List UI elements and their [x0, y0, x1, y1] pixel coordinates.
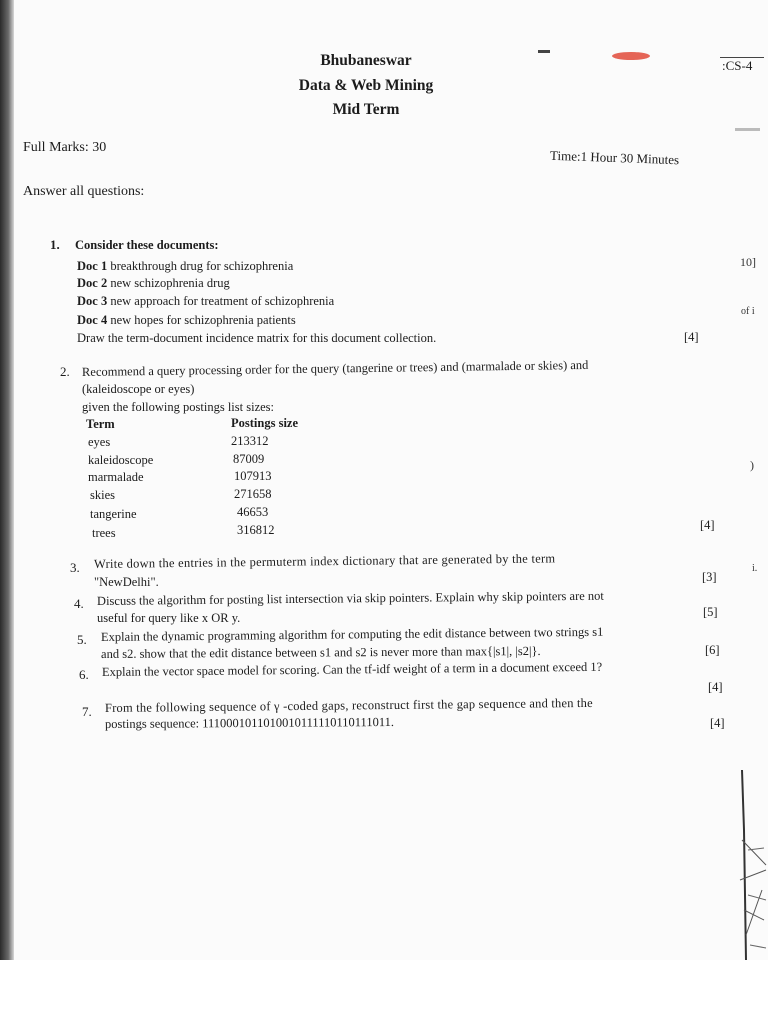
table-cell-term: eyes	[88, 435, 111, 449]
smudge	[735, 128, 760, 131]
marks: [4]	[710, 716, 725, 730]
marks: [5]	[703, 605, 718, 619]
exam-title: Mid Term	[332, 101, 400, 118]
question-number: 7.	[82, 704, 92, 719]
table-cell-term: marmalade	[88, 470, 144, 484]
course-title: Data & Web Mining	[298, 77, 434, 94]
table-cell-term: trees	[92, 526, 116, 540]
question-text: Consider these documents:	[75, 238, 219, 252]
question-text: useful for query like x OR y.	[97, 611, 241, 625]
question-text: postings sequence: 1110001011010010111110110111011.	[104, 714, 395, 731]
marks: [6]	[705, 643, 720, 657]
margin-fragment: 10]	[740, 255, 756, 269]
marks: [4]	[700, 518, 715, 532]
marks: [4]	[708, 680, 723, 694]
doc-line: Doc 2 new schizophrenia drug	[77, 276, 230, 290]
question-text: "NewDelhi".	[94, 575, 159, 589]
time-allowed: Time:1 Hour 30 Minutes	[549, 147, 680, 168]
question-text: (kaleidoscope or eyes)	[82, 382, 195, 396]
table-cell-term: skies	[90, 488, 115, 502]
question-number: 3.	[70, 560, 80, 575]
question-text: Draw the term-document incidence matrix for this document collection.	[77, 331, 437, 345]
table-cell-size: 46653	[237, 505, 269, 519]
question-number: 4.	[74, 596, 84, 611]
question-text: given the following postings list sizes:	[82, 400, 275, 414]
course-code: :CS-4	[722, 58, 753, 73]
table-cell-size: 213312	[231, 434, 269, 448]
question-text: Write down the entries in the permuterm index dictionary that are generated by the term	[93, 551, 556, 571]
question-number: 1.	[50, 237, 60, 252]
institution-title: Bhubaneswar	[320, 52, 412, 69]
doc-line: Doc 4 new hopes for schizophrenia patients	[77, 313, 296, 327]
doc-line: Doc 3 new approach for treatment of schizophrenia	[77, 294, 335, 308]
table-cell-size: 316812	[237, 523, 275, 537]
red-stain	[612, 52, 650, 60]
table-cell-term: tangerine	[90, 507, 137, 521]
question-text: and s2. show that the edit distance between s1 and s2 is never more than max{|s1|, |s2|}.	[100, 643, 541, 661]
table-header-size: Postings size	[231, 416, 299, 430]
table-cell-size: 107913	[234, 469, 272, 483]
margin-fragment: )	[750, 458, 754, 472]
instructions: Answer all questions:	[23, 184, 145, 199]
marks: [4]	[684, 330, 699, 344]
marks: [3]	[702, 570, 717, 584]
question-text: Discuss the algorithm for posting list intersection via skip pointers. Explain why skip pointers are not	[96, 588, 604, 608]
question-number: 6.	[79, 667, 89, 682]
question-text: Recommend a query processing order for the query (tangerine or trees) and (marmalade or skies) and	[81, 357, 589, 379]
table-cell-size: 87009	[233, 452, 265, 466]
doc-line: Doc 1 breakthrough drug for schizophrenia	[77, 259, 294, 273]
table-cell-size: 271658	[234, 487, 272, 501]
question-text: Explain the vector space model for scoring. Can the tf-idf weight of a term in a document exceed 1?	[101, 659, 603, 679]
margin-fragment: of i	[741, 306, 755, 317]
question-text: From the following sequence of γ -coded gaps, reconstruct first the gap sequence and then the	[104, 695, 593, 715]
margin-fragment: i.	[752, 563, 758, 574]
full-marks: Full Marks: 30	[23, 140, 107, 155]
table-cell-term: kaleidoscope	[88, 453, 154, 467]
question-number: 2.	[60, 364, 70, 379]
question-text: Explain the dynamic programming algorithm for computing the edit distance between two strings s1	[100, 624, 604, 644]
ink-mark	[538, 50, 550, 53]
question-number: 5.	[77, 632, 87, 647]
pencil-sketch	[728, 770, 768, 960]
table-header-term: Term	[86, 417, 115, 431]
page-edge-shadow	[0, 0, 14, 960]
